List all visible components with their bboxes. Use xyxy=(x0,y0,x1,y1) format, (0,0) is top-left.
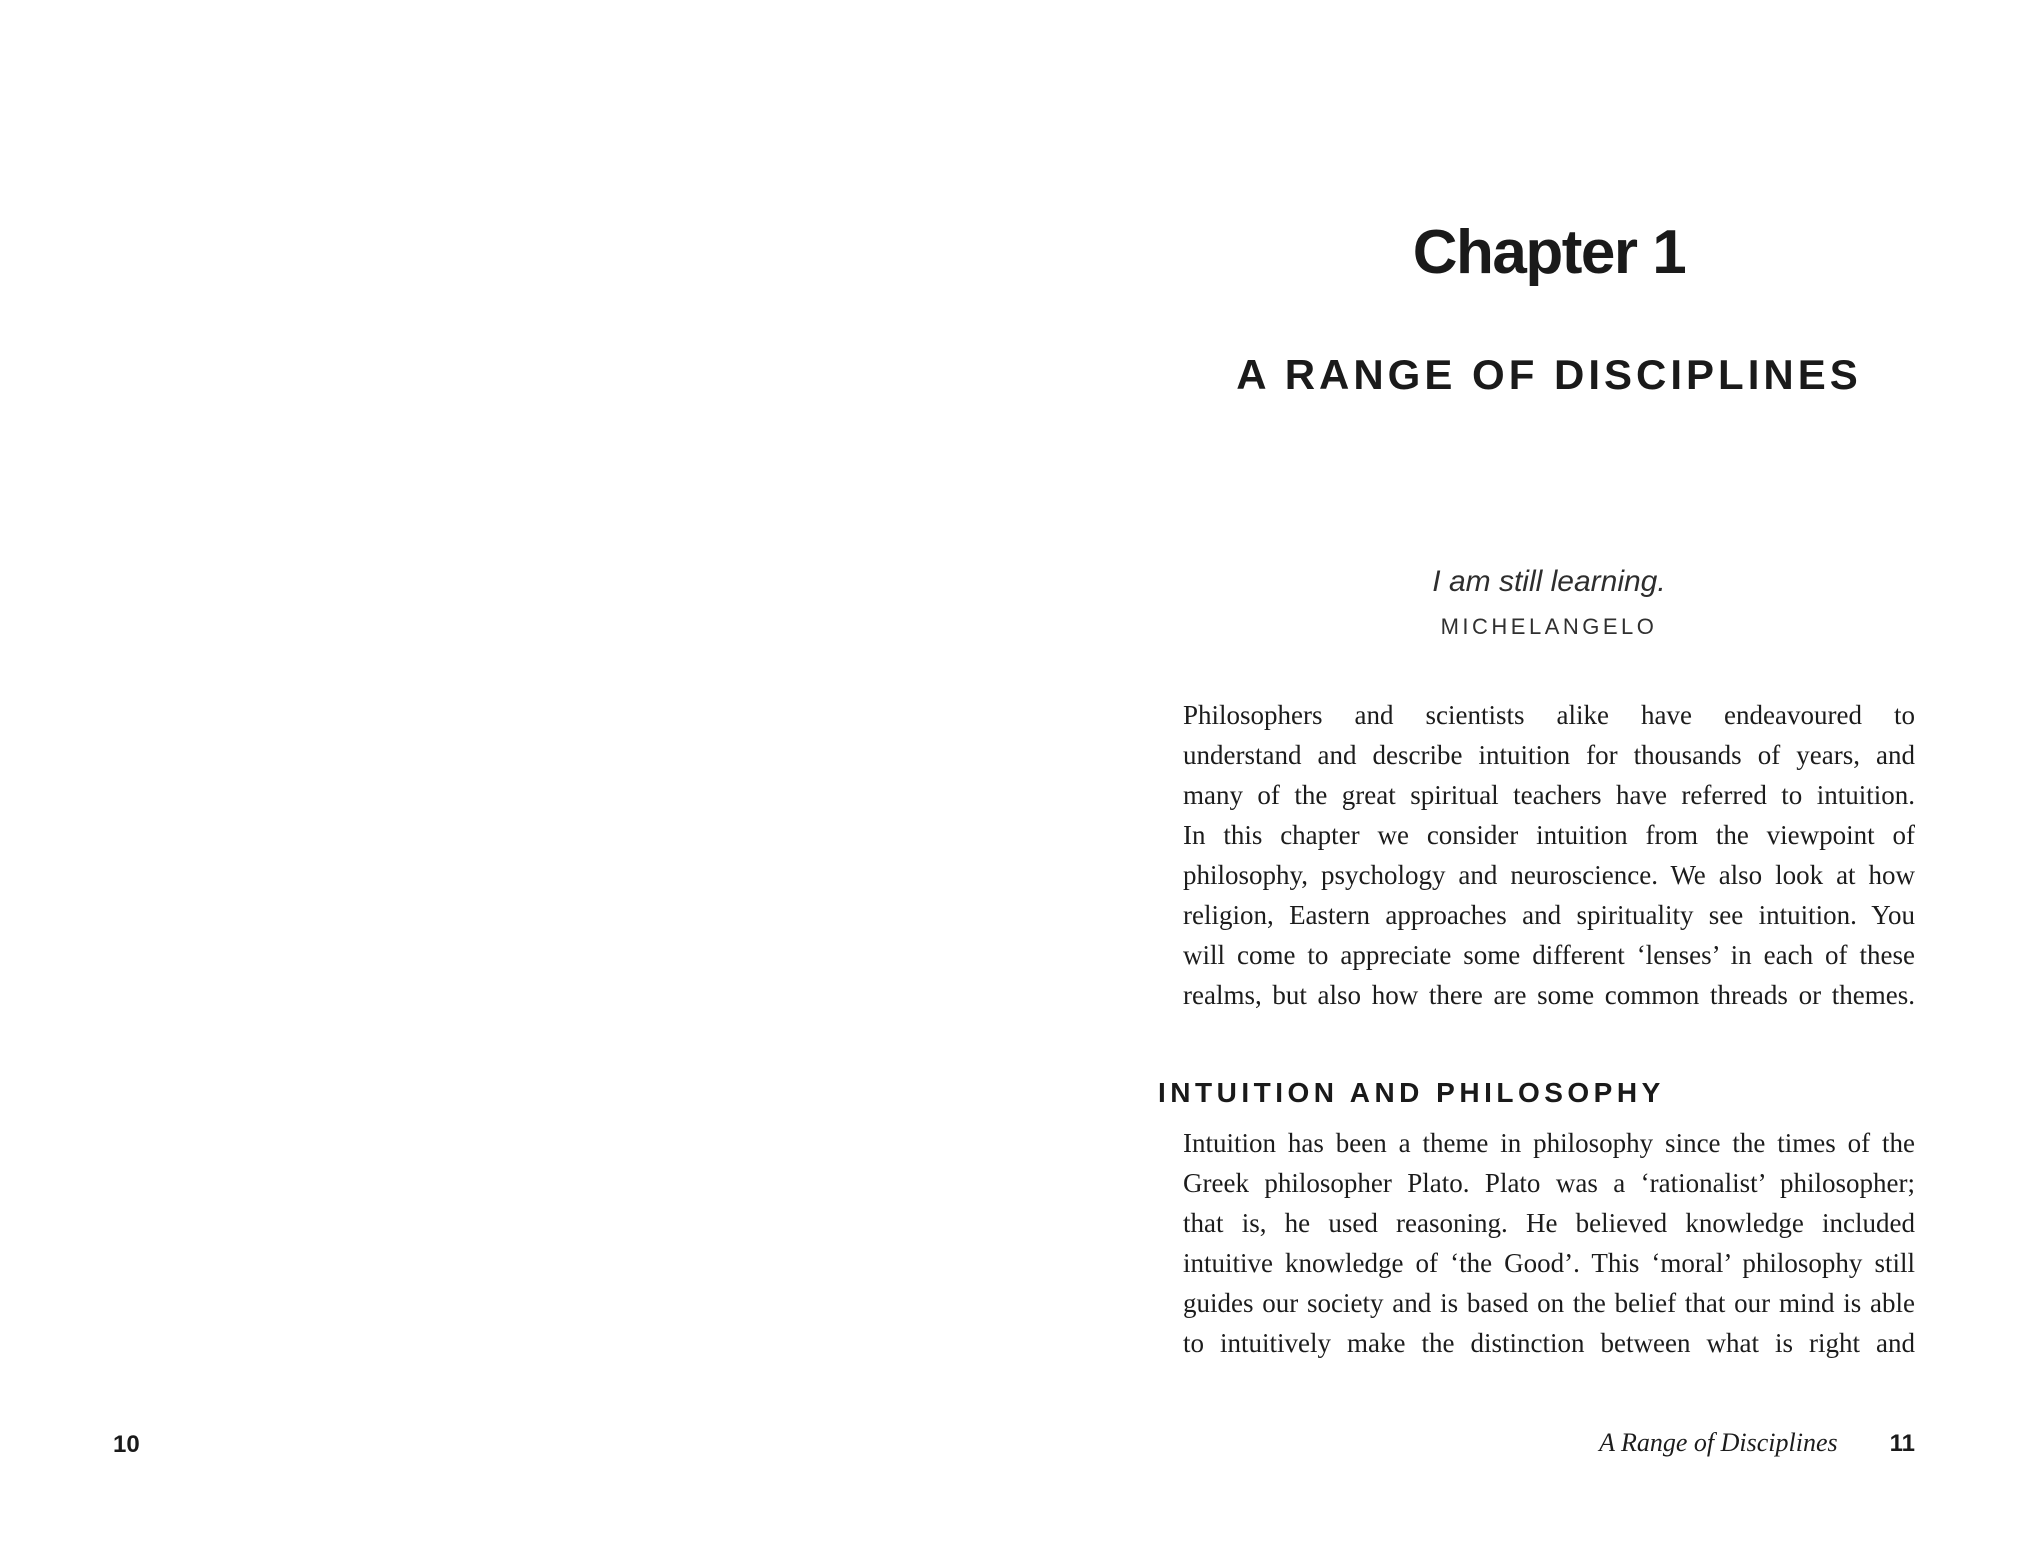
page-footer xyxy=(1599,1428,1915,1458)
chapter-title: A RANGE OF DISCIPLINES xyxy=(1236,351,1862,398)
paragraph-line: religion, Eastern approaches and spirituality see intuition. You xyxy=(1183,900,1915,930)
intro-paragraph xyxy=(1183,695,1915,1015)
paragraph-line: In this chapter we consider intuition from the viewpoint of xyxy=(1183,820,1915,850)
paragraph-line: realms, but also how there are some common threads or themes. xyxy=(1183,980,1915,1010)
paragraph-line: Philosophers and scientists alike have endeavoured to xyxy=(1183,700,1915,730)
paragraph-line: understand and describe intuition for thousands of years, and xyxy=(1183,740,1915,770)
paragraph-line: guides our society and is based on the belief that our mind is able xyxy=(1183,1288,1915,1318)
paragraph-line: many of the great spiritual teachers have referred to intuition. xyxy=(1183,780,1915,810)
paragraph-line: to intuitively make the distinction between what is right and xyxy=(1183,1328,1915,1358)
page-right xyxy=(1016,0,2032,1560)
section-heading-intuition-and-philosophy: INTUITION AND PHILOSOPHY xyxy=(1158,1077,1665,1108)
paragraph-line: intuitive knowledge of ‘the Good’. This ‘moral’ philosophy still xyxy=(1183,1248,1915,1278)
philosophy-paragraph xyxy=(1183,1123,1915,1363)
epigraph-quote: I am still learning. xyxy=(1432,565,1666,598)
chapter-number-heading: Chapter 1 xyxy=(1412,218,1686,287)
paragraph-line: that is, he used reasoning. He believed knowledge included xyxy=(1183,1208,1915,1238)
paragraph-line: will come to appreciate some different ‘lenses’ in each of these xyxy=(1183,940,1915,970)
paragraph-line: philosophy, psychology and neuroscience. We also look at how xyxy=(1183,860,1915,890)
paragraph-line: Intuition has been a theme in philosophy since the times of the xyxy=(1183,1128,1915,1158)
running-title: A Range of Disciplines xyxy=(1599,1428,1838,1457)
epigraph-attribution: MICHELANGELO xyxy=(1440,614,1658,639)
paragraph-line: Greek philosopher Plato. Plato was a ‘rationalist’ philosopher; xyxy=(1183,1168,1915,1198)
page-number-left: 10 xyxy=(113,1431,140,1458)
page-number-right: 11 xyxy=(1889,1430,1915,1457)
